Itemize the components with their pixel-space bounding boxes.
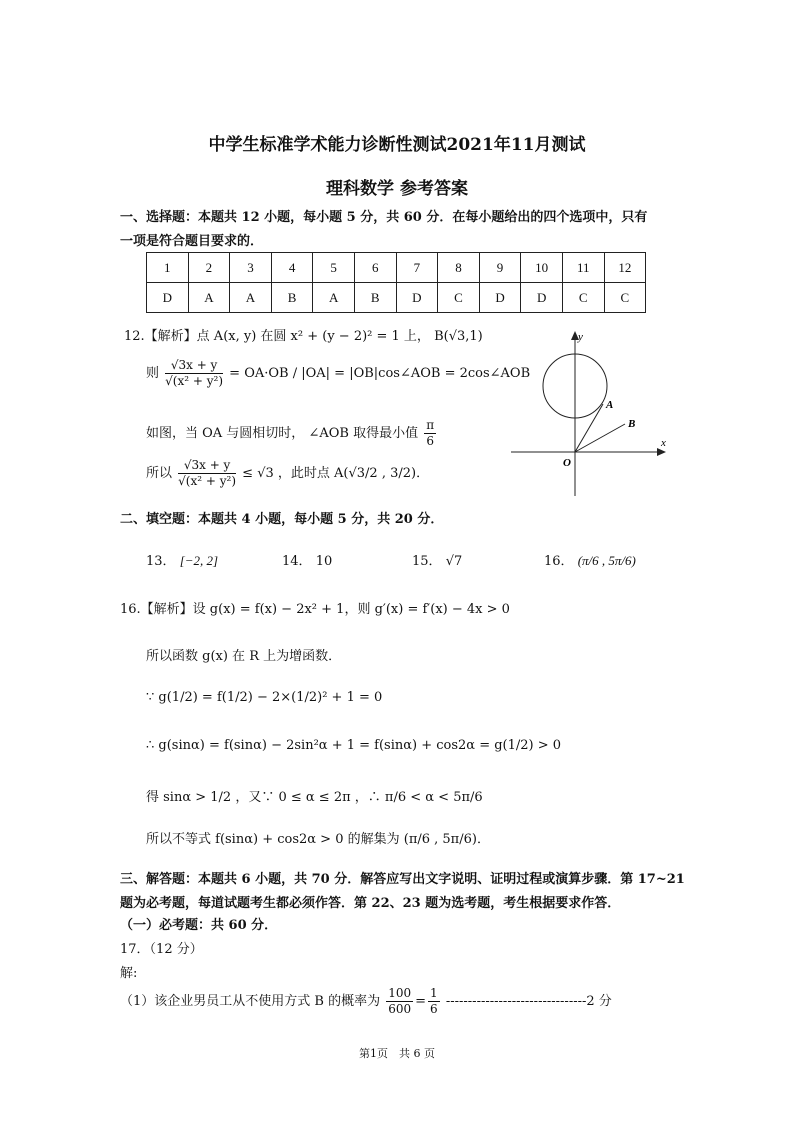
label-x: x (661, 437, 666, 449)
table-cell: 4 (271, 253, 313, 283)
x-axis-arrow (657, 448, 666, 456)
answer-num: 16． (544, 554, 574, 569)
fraction-numerator: √3x + y (178, 458, 236, 474)
fraction-denominator: 6 (426, 434, 434, 448)
fraction-numerator: √3x + y (165, 358, 223, 374)
label-a: A (606, 399, 614, 411)
fraction-numerator: 100 (388, 986, 412, 1000)
table-cell: 5 (313, 253, 355, 283)
label-o: O (563, 457, 571, 469)
q12-line3-fraction (424, 418, 436, 449)
table-cell: D (521, 283, 563, 313)
page-subtitle: 理科数学 参考答案 (326, 179, 468, 199)
answer-value: (π/6 , 5π/6) (577, 553, 636, 568)
fraction-numerator: 1 (430, 986, 438, 1000)
fraction-denominator: 600 (388, 1002, 412, 1016)
fill-answer-16 (544, 550, 636, 569)
q12-line4-fraction (178, 458, 236, 489)
table-cell: C (562, 283, 604, 313)
answer-value: √7 (445, 554, 463, 569)
fraction-denominator: 6 (430, 1002, 438, 1016)
fraction-denominator: √(x² + y²) (165, 374, 224, 388)
table-cell: 6 (354, 253, 396, 283)
q12-line3 (146, 418, 438, 449)
answer-table-numbers-row (147, 253, 646, 283)
q12-line2-prefix: 则 (146, 366, 160, 381)
q16-line2: 所以函数 g(x) 在 R 上为增函数． (146, 649, 342, 664)
table-cell: A (313, 283, 355, 313)
label-b: B (628, 418, 636, 430)
q12-line2-fraction (165, 358, 223, 389)
table-cell: 1 (147, 253, 189, 283)
q12-line4-rest: ≤ √3 ，此时点 A(√3/2 , 3/2)． (242, 466, 430, 481)
q17-part1-fraction2 (428, 986, 440, 1017)
answer-value: 10 (315, 554, 333, 569)
table-cell: D (147, 283, 189, 313)
section2-heading: 二、填空题：本题共 4 小题，每小题 5 分，共 20 分． (120, 512, 444, 527)
q17-label: 17．（12 分） (120, 942, 203, 957)
label-y: y (578, 331, 583, 343)
q17-part1-text: （1）该企业男员工从不使用方式 B 的概率为 (120, 994, 381, 1009)
section3-heading-line1: 三、解答题：本题共 6 小题，共 70 分．解答应写出文字说明、证明过程或演算步骤．第 17~21 (120, 872, 685, 887)
table-cell: D (479, 283, 521, 313)
table-cell: 11 (562, 253, 604, 283)
q12-line2-rest: = OA·OB / |OA| = |OB|cos∠AOB = 2cos∠AOB (229, 366, 531, 381)
answer-num: 14． (282, 554, 312, 569)
q12-line2 (146, 358, 530, 389)
table-cell: A (230, 283, 272, 313)
answer-table-answers-row (147, 283, 646, 313)
page-footer: 第1页 共 6 页 (359, 1047, 435, 1060)
table-cell: C (438, 283, 480, 313)
table-cell: B (271, 283, 313, 313)
solution-label: 解: (120, 966, 138, 981)
q12-line1: 12.【解析】点 A(x, y) 在圆 x² + (y − 2)² = 1 上， B(√3,1) (124, 329, 483, 344)
section3-subheading: （一）必考题：共 60 分． (120, 918, 278, 933)
answer-table (146, 252, 646, 313)
table-cell: 2 (188, 253, 230, 283)
table-cell: 9 (479, 253, 521, 283)
q16-line1: 16.【解析】设 g(x) = f(x) − 2x² + 1，则 g′(x) = f′(x) − 4x > 0 (120, 602, 510, 617)
fraction-denominator: √(x² + y²) (178, 474, 237, 488)
fill-answer-15 (412, 550, 462, 569)
section1-heading-line2: 一项是符合题目要求的． (120, 234, 264, 249)
q16-line5: 得 sinα > 1/2 ，又∵ 0 ≤ α ≤ 2π ，∴ π/6 < α < 5π/6 (146, 790, 483, 805)
q17-part1 (120, 986, 612, 1017)
table-cell: C (604, 283, 646, 313)
table-cell: B (354, 283, 396, 313)
ray-ob (575, 424, 625, 452)
q12-line4-prefix: 所以 (146, 466, 173, 481)
table-cell: 12 (604, 253, 646, 283)
answer-num: 15． (412, 554, 442, 569)
q16-line6: 所以不等式 f(sinα) + cos2α > 0 的解集为 (π/6 , 5π/6)． (146, 832, 490, 847)
table-cell: 7 (396, 253, 438, 283)
table-cell: 10 (521, 253, 563, 283)
table-cell: D (396, 283, 438, 313)
score-dashes: --------------------------------2 分 (445, 994, 612, 1009)
answer-value: [−2, 2] (179, 553, 219, 568)
fill-answer-13 (146, 550, 218, 569)
ray-oa (575, 404, 603, 452)
q16-line3: ∵ g(1/2) = f(1/2) − 2×(1/2)² + 1 = 0 (146, 690, 383, 705)
q16-line4: ∴ g(sinα) = f(sinα) − 2sin²α + 1 = f(sinα) + cos2α = g(1/2) > 0 (146, 738, 562, 753)
fill-answer-14 (282, 550, 332, 569)
section1-heading-line1: 一、选择题：本题共 12 小题，每小题 5 分，共 60 分．在每小题给出的四个选项中，只有 (120, 210, 648, 225)
page-title: 中学生标准学术能力诊断性测试2021年11月测试 (208, 135, 586, 155)
section3-heading-line2: 题为必考题，每道试题考生都必须作答．第 22、23 题为选考题，考生根据要求作答． (120, 896, 621, 911)
answer-num: 13． (146, 554, 176, 569)
table-cell: A (188, 283, 230, 313)
q12-line4 (146, 458, 429, 489)
table-cell: 8 (438, 253, 480, 283)
circle-tangent-figure (505, 328, 675, 500)
equals-sign: = (415, 994, 427, 1009)
fraction-numerator: π (426, 418, 435, 432)
table-cell: 3 (230, 253, 272, 283)
q17-part1-fraction1 (386, 986, 413, 1017)
q12-line3-text: 如图，当 OA 与圆相切时， ∠AOB 取得最小值 (146, 426, 419, 441)
